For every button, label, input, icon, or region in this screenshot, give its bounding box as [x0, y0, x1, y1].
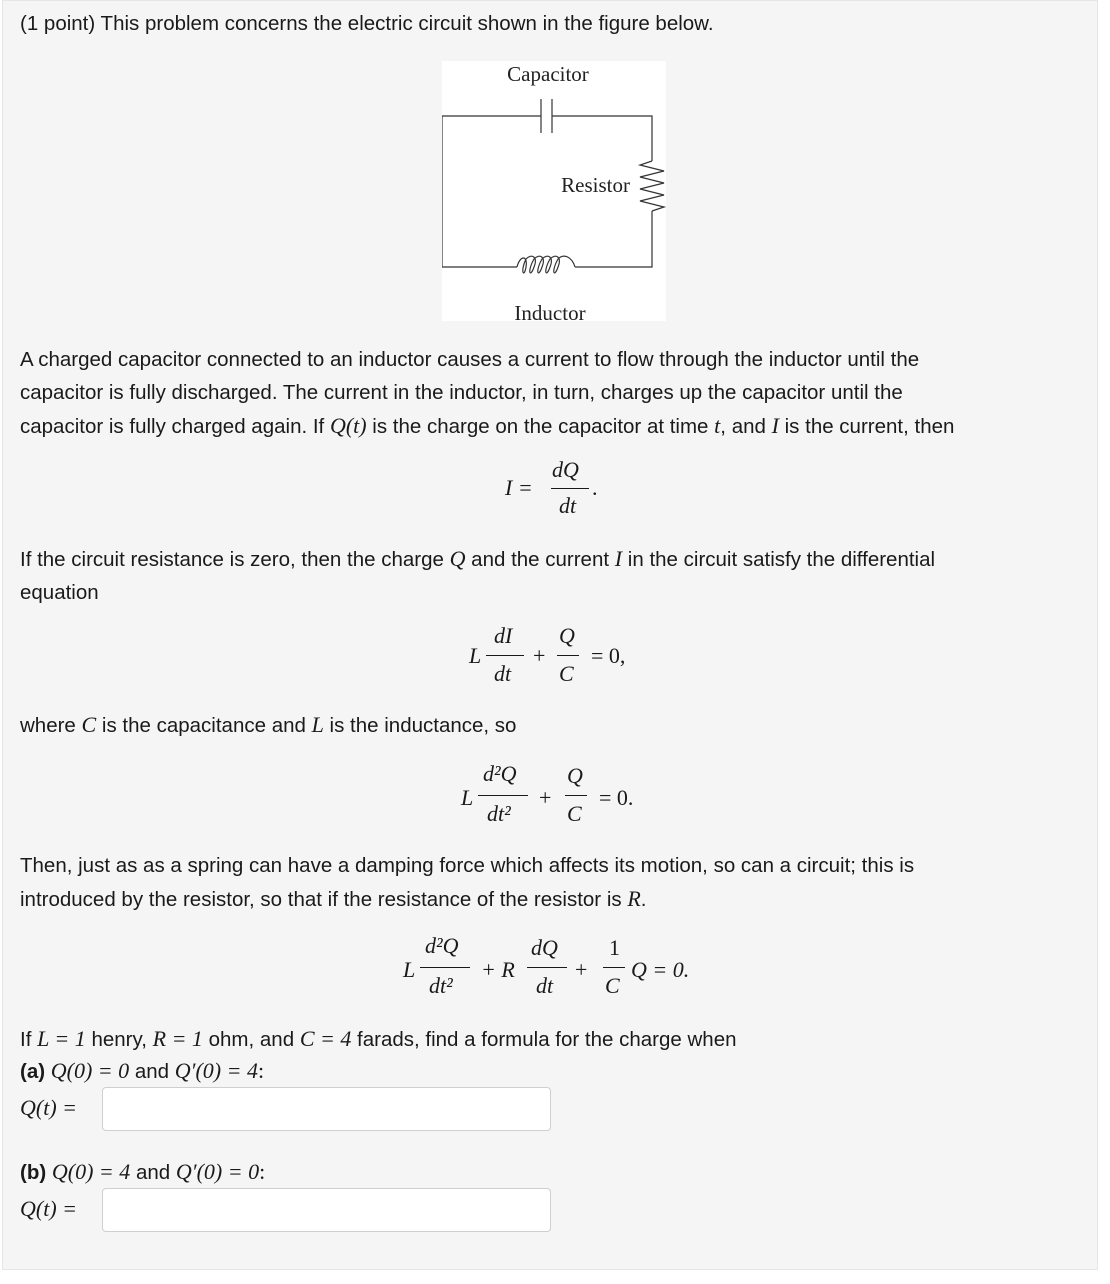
resistor-zigzag	[640, 161, 664, 211]
equation-lc-second-order	[461, 761, 661, 831]
part-b-label: (b)	[20, 1161, 47, 1184]
eq2-rhs: = 0,	[591, 643, 626, 668]
eq2-den1: dt	[494, 661, 512, 686]
eq4-den1: dt²	[429, 973, 453, 998]
eq3-num2: Q	[567, 763, 583, 788]
resistor-label: Resistor	[561, 173, 630, 197]
part-a-cond1: Q(0) = 0	[50, 1058, 130, 1083]
eq4-den3: C	[605, 973, 620, 998]
equation-rlc	[403, 933, 713, 1003]
eq4-plus: +	[575, 957, 588, 982]
part-a-conditions	[20, 1054, 264, 1088]
eq4-bar2	[527, 967, 567, 968]
inductor-coil	[517, 256, 575, 273]
paragraph-2	[20, 542, 935, 609]
eq2-bar1	[486, 655, 524, 656]
para2-line-2: equation	[20, 581, 99, 604]
math-L: L	[311, 712, 324, 737]
math-R: R	[627, 886, 641, 911]
eq4-plus-R: + R	[481, 957, 515, 982]
part-a-colon: :	[257, 1058, 265, 1083]
para2-a3: and the current	[465, 548, 615, 571]
eq4-num3: 1	[609, 935, 620, 960]
part-a-answer-label: Q(t) =	[20, 1095, 77, 1120]
eq2-bar2	[557, 655, 579, 656]
math-R-value: R = 1	[152, 1026, 203, 1051]
paragraph-1	[20, 343, 954, 443]
points-label: (1 point)	[20, 12, 96, 35]
circuit-wire-bottom-right	[575, 211, 652, 267]
eq2-num2: Q	[559, 623, 575, 648]
para5-a3: henry,	[85, 1028, 153, 1051]
eq3-L: L	[461, 785, 474, 810]
circuit-figure	[442, 61, 666, 321]
part-a-answer-input[interactable]	[102, 1087, 551, 1131]
para1-line-2: capacitor is fully discharged. The current in the inductor, in turn, charges up the capacitor until the	[20, 381, 903, 404]
para5-a1: If	[20, 1028, 38, 1051]
part-b-cond2: Q′(0) = 0	[175, 1159, 260, 1184]
eq4-num1: d²Q	[425, 933, 459, 958]
circuit-diagram	[442, 61, 666, 321]
eq3-num1: d²Q	[483, 761, 517, 786]
eq3-den2: C	[567, 801, 582, 826]
part-b-conditions	[20, 1155, 265, 1189]
eq3-bar1	[478, 795, 528, 796]
math-C-value: C = 4	[299, 1026, 352, 1051]
para5-a7: farads, find a formula for the charge when	[351, 1028, 737, 1051]
math-L-value: L = 1	[37, 1026, 86, 1051]
circuit-wire-left	[442, 116, 541, 267]
para1-line-3c: , and	[720, 415, 772, 438]
eq4-bar1	[420, 967, 470, 968]
eq2-plus: +	[533, 643, 546, 668]
paragraph-3	[20, 708, 516, 742]
part-b-answer-label: Q(t) =	[20, 1196, 77, 1221]
eq4-L: L	[403, 957, 416, 982]
eq2-num1: dI	[494, 623, 513, 648]
equation-lc	[469, 623, 659, 693]
part-b-cond1: Q(0) = 4	[51, 1159, 131, 1184]
circuit-wire-top-right	[552, 116, 652, 161]
para1-line-3d: is the current, then	[778, 415, 955, 438]
para3-a3: is the capacitance and	[96, 714, 312, 737]
math-C: C	[81, 712, 97, 737]
eq3-den1: dt²	[487, 801, 511, 826]
para5-a5: ohm, and	[202, 1028, 300, 1051]
eq3-plus: +	[539, 785, 552, 810]
part-b-answer-input[interactable]	[102, 1188, 551, 1232]
part-b-colon: :	[259, 1159, 266, 1184]
math-Q: Q	[449, 546, 466, 571]
eq1-numerator: dQ	[552, 457, 579, 482]
part-a-and: and	[129, 1060, 175, 1083]
part-a-label: (a)	[20, 1060, 46, 1083]
eq2-L: L	[469, 643, 482, 668]
problem-panel	[2, 0, 1098, 1270]
intro-text: This problem concerns the electric circuit shown in the figure below.	[100, 12, 714, 35]
math-I-2: I	[614, 546, 623, 571]
eq3-bar2	[565, 795, 587, 796]
eq1-period: .	[592, 475, 598, 500]
eq1-lhs: I =	[505, 475, 533, 500]
para2-a5: in the circuit satisfy the differential	[622, 548, 936, 571]
para1-line-3b: is the charge on the capacitor at time	[366, 415, 715, 438]
para1-line-1: A charged capacitor connected to an inductor causes a current to flow through the inductor until the	[20, 348, 920, 371]
para3-a5: is the inductance, so	[323, 714, 517, 737]
math-I: I	[771, 413, 779, 438]
para2-a1: If the circuit resistance is zero, then the charge	[20, 548, 450, 571]
problem-intro	[20, 7, 714, 40]
eq4-rhs: Q = 0.	[631, 957, 690, 982]
eq1-denominator: dt	[559, 493, 577, 518]
math-Qt: Q(t)	[329, 413, 367, 438]
para1-line-3a: capacitor is fully charged again. If	[20, 415, 330, 438]
eq4-bar3	[603, 967, 625, 968]
equation-current	[503, 457, 613, 523]
eq2-den2: C	[559, 661, 574, 686]
eq4-den2: dt	[536, 973, 554, 998]
para4-b1: introduced by the resistor, so that if the resistance of the resistor is	[20, 888, 628, 911]
paragraph-4	[20, 849, 914, 916]
part-a-cond2: Q′(0) = 4	[174, 1058, 258, 1083]
eq1-fraction-bar	[551, 488, 589, 489]
paragraph-5	[20, 1022, 737, 1056]
eq4-num2: dQ	[531, 935, 558, 960]
part-b-and: and	[130, 1161, 176, 1184]
eq3-rhs: = 0.	[599, 785, 634, 810]
capacitor-label: Capacitor	[507, 62, 589, 86]
math-t: t	[714, 413, 721, 438]
para4-b3: .	[640, 888, 647, 911]
para3-a1: where	[20, 714, 82, 737]
para4-line-1: Then, just as as a spring can have a damping force which affects its motion, so can a circuit; this is	[20, 854, 915, 877]
inductor-label: Inductor	[514, 301, 586, 321]
